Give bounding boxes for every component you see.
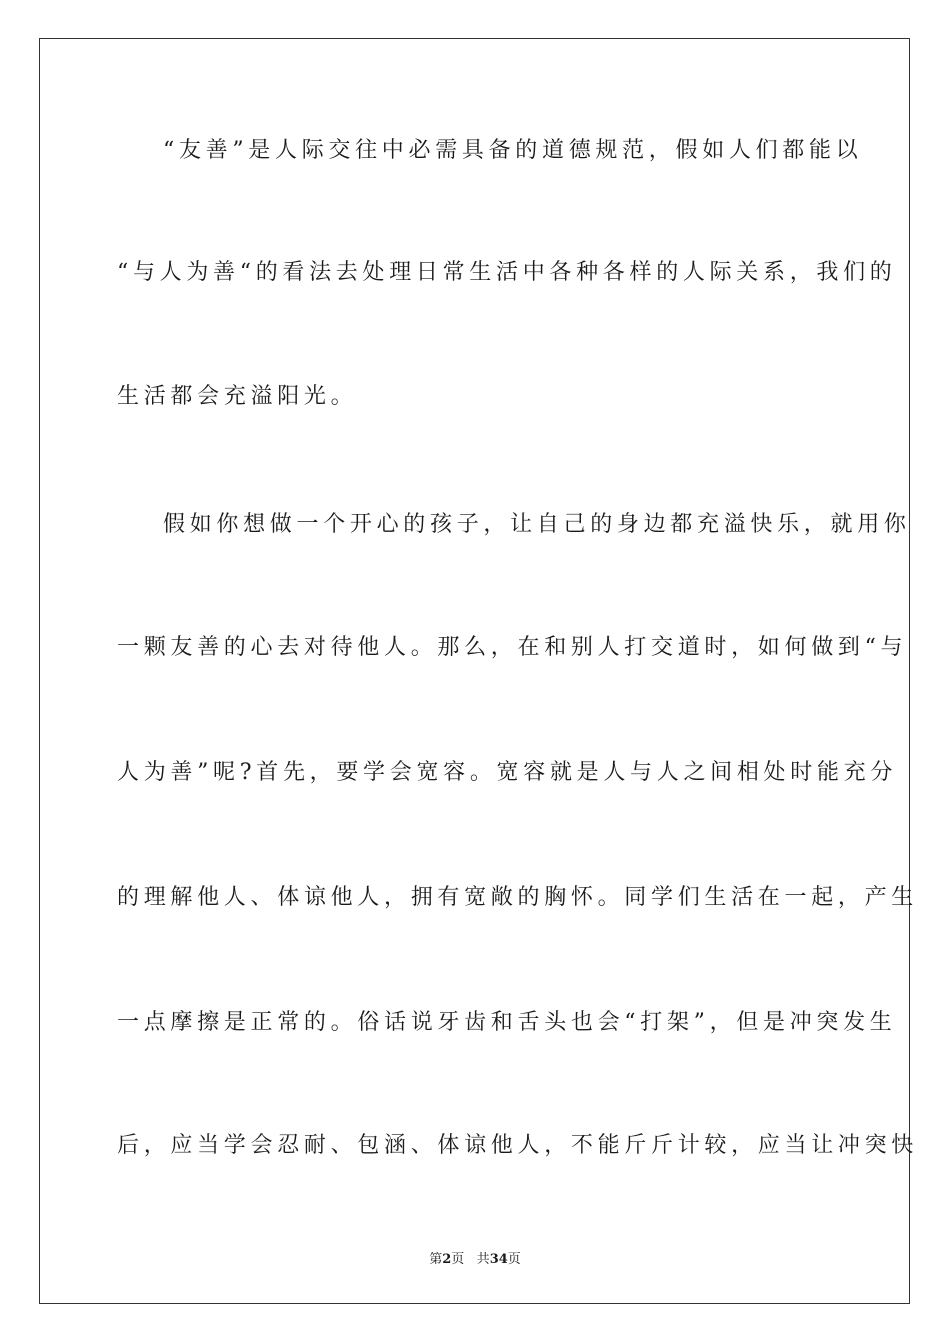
paragraph-1-line-1: “友善”是人际交往中必需具备的道德规范，假如人们都能以 — [163, 138, 863, 163]
footer-page-total: 34 — [489, 1252, 508, 1267]
paragraph-1-line-2: “与人为善“的看法去处理日常生活中各种各样的人际关系，我们的 — [117, 260, 897, 285]
paragraph-2-line-1: 假如你想做一个开心的孩子，让自己的身边都充溢快乐，就用你 — [163, 512, 911, 537]
paragraph-2-line-2: 一颗友善的心去对待他人。那么，在和别人打交道时，如何做到“与 — [117, 635, 908, 660]
paragraph-2-line-6: 后，应当学会忍耐、包涵、体谅他人，不能斤斤计较，应当让冲突快 — [117, 1133, 919, 1158]
footer-page-current: 2 — [442, 1252, 452, 1267]
page-footer — [0, 1248, 950, 1267]
footer-total-prefix: 共 — [476, 1252, 490, 1267]
footer-total-unit: 页 — [507, 1252, 521, 1267]
page-border — [39, 38, 919, 1304]
footer-page-unit: 页 — [451, 1252, 465, 1267]
footer-page-prefix: 第 — [429, 1252, 443, 1267]
paragraph-2-line-4: 的理解他人、体谅他人，拥有宽敞的胸怀。同学们生活在一起，产生 — [117, 885, 919, 910]
paragraph-2-line-3: 人为善”呢?首先，要学会宽容。宽容就是人与人之间相处时能充分 — [117, 760, 898, 785]
paragraph-1-line-3: 生活都会充溢阳光。 — [117, 384, 358, 409]
paragraph-2-line-5: 一点摩擦是正常的。俗话说牙齿和舌头也会“打架”，但是冲突发生 — [117, 1010, 897, 1035]
